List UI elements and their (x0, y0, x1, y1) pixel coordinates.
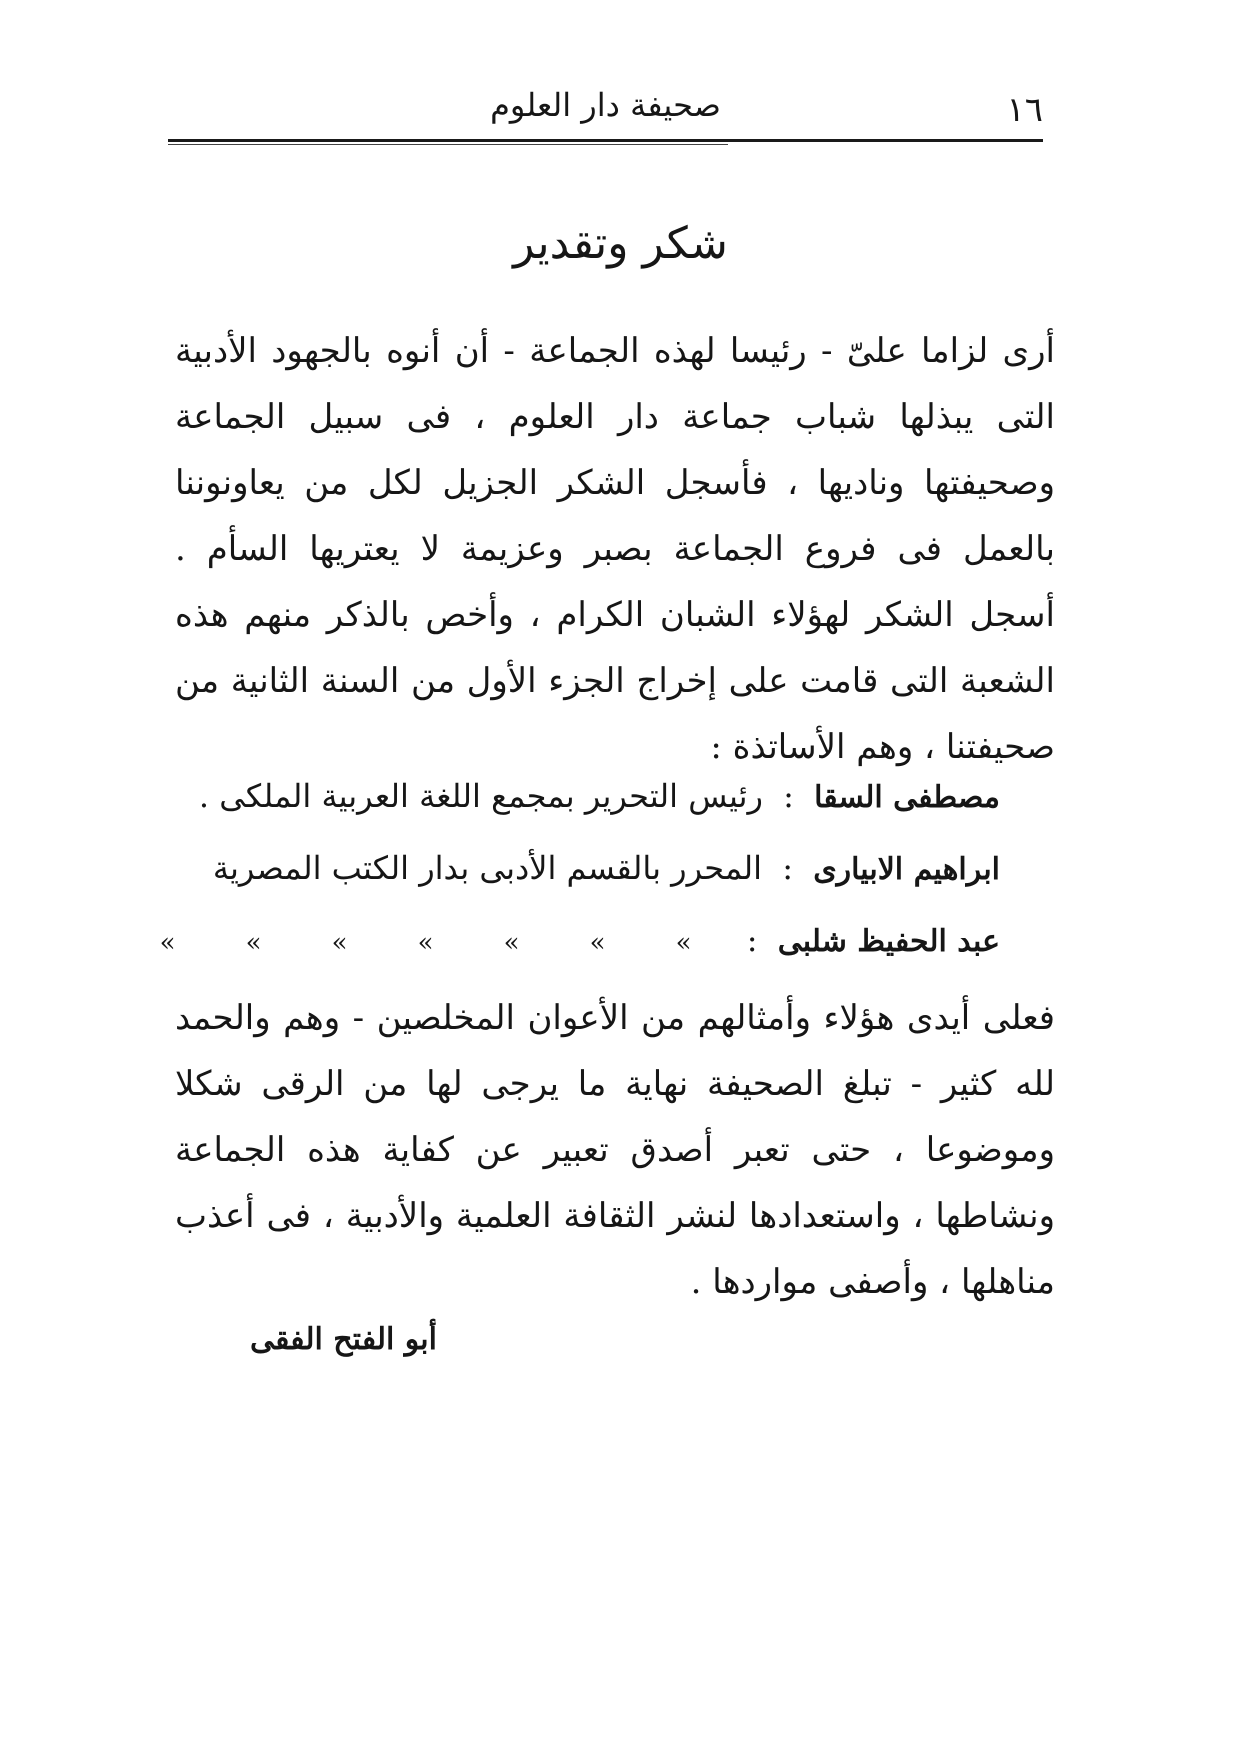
closing-paragraph (175, 985, 1055, 1315)
ditto-mark: » (417, 928, 434, 958)
staff-separator: : (746, 921, 758, 959)
staff-list (159, 760, 1000, 976)
staff-name: مصطفى السقا (814, 780, 1000, 815)
page-number: ١٦ (1006, 90, 1043, 130)
staff-row (210, 832, 1000, 904)
ditto-mark: » (675, 928, 692, 958)
header-rule-thin (168, 144, 728, 145)
page-header (168, 86, 1043, 136)
ditto-mark: » (589, 928, 606, 958)
staff-role: المحرر بالقسم الأدبى بدار الكتب المصرية (212, 849, 763, 887)
ditto-mark: » (331, 928, 348, 958)
closing-text: فعلى أيدى هؤلاء وأمثالهم من الأعوان المخلصين - وهم والحمد لله كثير - تبلغ الصحيفة نهاية ما يرجى لها من الرقى شكلا وموضوعا ، حتى تعبر أصدق تعبير عن كفاية هذه الجماعة ونشاطها ، واستعدادها لنشر الثقافة العلمية والأدبية ، فى أعذب مناهلها ، وأصفى مواردها . (175, 998, 1055, 1302)
staff-role: رئيس التحرير بمجمع اللغة العربية الملكى . (198, 777, 763, 815)
ditto-mark: » (503, 928, 520, 958)
ditto-marks (125, 904, 727, 979)
ditto-mark: » (245, 928, 262, 958)
staff-name: عبد الحفيظ شلبى (777, 924, 1000, 959)
running-title: صحيفة دار العلوم (490, 86, 721, 124)
staff-row (198, 760, 1000, 832)
intro-paragraph (175, 318, 1055, 780)
staff-separator: : (783, 777, 794, 815)
header-rule (168, 139, 1043, 142)
intro-text: أرى لزاما علىّ - رئيسا لهذه الجماعة - أن أنوه بالجهود الأدبية التى يبذلها شباب جماعة دار العلوم ، فى سبيل الجماعة وصحيفتها وناديها ، فأسجل الشكر الجزيل لكل من يعاونوننا بالعمل فى فروع الجماعة بصبر وعزيمة لا يعتريها السأم . أسجل الشكر لهؤلاء الشبان الكرام ، وأخص بالذكر منهم هذه الشعبة التى قامت على إخراج الجزء الأول من السنة الثانية من صحيفتنا ، وهم الأساتذة : (175, 331, 1055, 767)
article-title: شكر وتقدير (513, 218, 728, 269)
staff-separator: : (782, 849, 794, 887)
staff-row (159, 904, 1000, 976)
author-signature: أبو الفتح الفقى (250, 1322, 437, 1357)
ditto-mark: » (159, 928, 176, 958)
staff-name: ابراهيم الابيارى (813, 852, 1000, 887)
